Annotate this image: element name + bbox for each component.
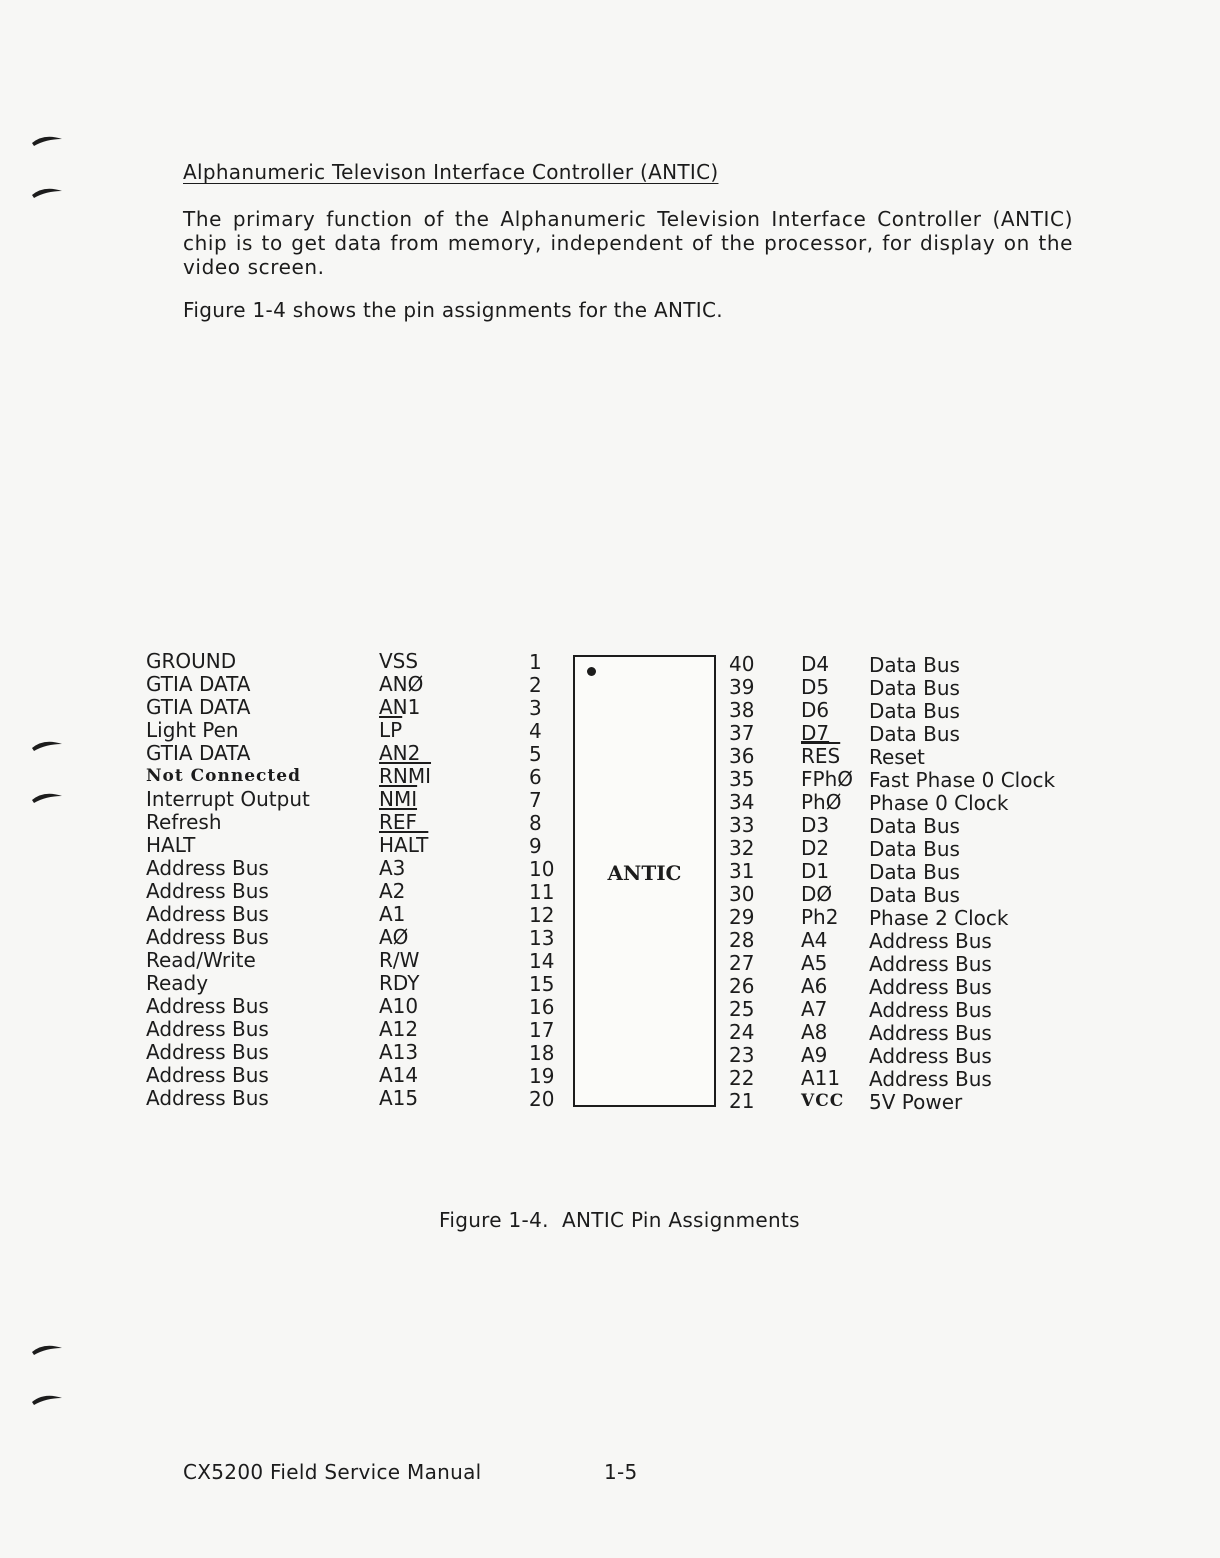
footer-manual-title: CX5200 Field Service Manual — [183, 1460, 482, 1484]
left-pin-number: 20 — [529, 1087, 555, 1111]
left-pin-function: Refresh — [146, 810, 222, 834]
left-pin-signal: A12 — [379, 1017, 419, 1041]
right-pin-number: 37 — [729, 721, 755, 745]
left-pin-function: Address Bus — [146, 879, 269, 903]
left-pin-number: 7 — [529, 788, 542, 812]
left-pin-function: GTIA DATA — [146, 672, 251, 696]
right-pin-signal: VCC — [801, 1091, 845, 1111]
left-pin-signal: A3 — [379, 856, 406, 880]
left-pin-signal: HALT — [379, 833, 429, 857]
left-pin-signal: RDY — [379, 971, 420, 995]
left-pin-function: Light Pen — [146, 718, 239, 742]
right-pin-number: 39 — [729, 675, 755, 699]
binder-hole-mark — [30, 790, 66, 804]
right-pin-signal: A4 — [801, 928, 828, 952]
left-pin-signal: $\overline{REF}$ — [379, 810, 418, 834]
left-signal-column — [379, 650, 431, 1110]
right-pin-function: Data Bus — [869, 676, 960, 700]
chip-label: ANTIC — [607, 861, 682, 885]
right-pin-signal: A7 — [801, 997, 828, 1021]
right-pin-function: Fast Phase 0 Clock — [869, 768, 1056, 792]
left-pin-signal: A2 — [379, 879, 406, 903]
right-pin-signal: D3 — [801, 813, 830, 837]
left-pin-function: Not Connected — [146, 766, 301, 786]
right-pin-function: Phase 0 Clock — [869, 791, 1009, 815]
figure-reference: Figure 1-4 shows the pin assignments for the ANTIC. — [183, 298, 723, 322]
right-pin-number: 32 — [729, 836, 755, 860]
right-pin-signal: A11 — [801, 1066, 841, 1090]
right-pin-number: 26 — [729, 974, 755, 998]
binder-hole-mark — [30, 738, 66, 752]
left-pin-number: 5 — [529, 742, 542, 766]
left-pin-signal: A14 — [379, 1063, 419, 1087]
left-pin-function: Ready — [146, 971, 209, 995]
right-pin-signal: FPhØ — [801, 767, 853, 791]
left-pin-signal: A13 — [379, 1040, 419, 1064]
right-pin-signal: D4 — [801, 652, 830, 676]
figure-caption: Figure 1-4. ANTIC Pin Assignments — [439, 1208, 800, 1232]
right-pin-number: 40 — [729, 652, 755, 676]
right-pin-signal: $\overline{RES}$ — [801, 744, 841, 768]
right-signal-column — [801, 653, 853, 1113]
left-pin-signal: ANØ — [379, 672, 424, 696]
left-pin-signal: A15 — [379, 1086, 419, 1110]
left-pin-function: Address Bus — [146, 1017, 269, 1041]
right-pin-signal: A9 — [801, 1043, 828, 1067]
right-pin-number: 33 — [729, 813, 755, 837]
left-pin-function: Address Bus — [146, 856, 269, 880]
right-pin-number: 21 — [729, 1089, 755, 1113]
left-pin-signal: VSS — [379, 649, 419, 673]
left-pin-signal: RNMI — [379, 764, 432, 788]
right-pin-signal: DØ — [801, 882, 833, 906]
right-pin-number: 23 — [729, 1043, 755, 1067]
right-pin-function: Reset — [869, 745, 925, 769]
left-pin-function: Address Bus — [146, 1063, 269, 1087]
left-pin-number: 8 — [529, 811, 542, 835]
right-pin-number: 27 — [729, 951, 755, 975]
right-pin-signal: A5 — [801, 951, 828, 975]
left-pin-number: 16 — [529, 995, 555, 1019]
right-pin-function: 5V Power — [869, 1090, 963, 1114]
left-pin-number: 1 — [529, 650, 542, 674]
left-pin-function: GROUND — [146, 649, 237, 673]
left-pin-number: 14 — [529, 949, 555, 973]
binder-hole-mark — [30, 1342, 66, 1356]
left-pin-number: 2 — [529, 673, 542, 697]
right-pin-signal: Ph2 — [801, 905, 839, 929]
left-pin-signal: AN1 — [379, 695, 421, 719]
left-pin-function: Address Bus — [146, 1086, 269, 1110]
left-pin-signal: $\overline{LP}$ — [379, 718, 403, 742]
left-pin-number: 4 — [529, 719, 542, 743]
right-pin-function: Address Bus — [869, 929, 992, 953]
left-pin-number-column — [529, 651, 559, 1111]
left-pin-function: Address Bus — [146, 994, 269, 1018]
pin1-dot-marker — [587, 667, 596, 676]
intro-paragraph: The primary function of the Alphanumeric Television Interface Controller (ANTIC) chip is to get data from memory, independent of the processor, for display on the video screen. — [183, 207, 1073, 279]
right-pin-function: Address Bus — [869, 975, 992, 999]
footer-page-number: 1-5 — [604, 1460, 638, 1484]
left-pin-number: 11 — [529, 880, 555, 904]
left-pin-number: 9 — [529, 834, 542, 858]
right-pin-function: Data Bus — [869, 722, 960, 746]
left-pin-number: 15 — [529, 972, 555, 996]
section-heading: Alphanumeric Televison Interface Controller (ANTIC) — [183, 160, 719, 184]
left-pin-number: 12 — [529, 903, 555, 927]
right-pin-signal: D6 — [801, 698, 830, 722]
left-pin-number: 18 — [529, 1041, 555, 1065]
right-pin-function: Phase 2 Clock — [869, 906, 1009, 930]
left-pin-signal: A1 — [379, 902, 406, 926]
right-pin-number: 25 — [729, 997, 755, 1021]
right-pin-signal: D2 — [801, 836, 830, 860]
left-pin-signal: AØ — [379, 925, 409, 949]
binder-hole-mark — [30, 1392, 66, 1406]
left-pin-function: GTIA DATA — [146, 741, 251, 765]
right-pin-number: 24 — [729, 1020, 755, 1044]
right-pin-number: 29 — [729, 905, 755, 929]
left-pin-signal: AN2 — [379, 741, 421, 765]
left-pin-number: 13 — [529, 926, 555, 950]
right-pin-function: Address Bus — [869, 1067, 992, 1091]
left-pin-number: 19 — [529, 1064, 555, 1088]
left-pin-number: 17 — [529, 1018, 555, 1042]
right-pin-number: 30 — [729, 882, 755, 906]
right-pin-signal: D5 — [801, 675, 830, 699]
right-pin-function: Data Bus — [869, 699, 960, 723]
right-pin-function: Address Bus — [869, 1021, 992, 1045]
right-pin-number: 34 — [729, 790, 755, 814]
left-pin-signal: R/W — [379, 948, 420, 972]
right-pin-function: Data Bus — [869, 814, 960, 838]
left-pin-function: Interrupt Output — [146, 787, 310, 811]
left-pin-function: Read/Write — [146, 948, 256, 972]
right-pin-number: 36 — [729, 744, 755, 768]
right-pin-function: Data Bus — [869, 653, 960, 677]
right-pin-signal: D7 — [801, 721, 830, 745]
left-pin-number: 3 — [529, 696, 542, 720]
right-pin-signal: PhØ — [801, 790, 842, 814]
left-pin-number: 10 — [529, 857, 555, 881]
right-pin-function: Address Bus — [869, 1044, 992, 1068]
right-pin-signal: A8 — [801, 1020, 828, 1044]
right-pin-function: Data Bus — [869, 860, 960, 884]
left-pin-signal: A10 — [379, 994, 419, 1018]
right-pin-function: Address Bus — [869, 998, 992, 1022]
right-pin-function: Data Bus — [869, 837, 960, 861]
right-pin-signal: A6 — [801, 974, 828, 998]
right-pin-number: 31 — [729, 859, 755, 883]
binder-hole-mark — [30, 185, 66, 199]
right-pin-number: 38 — [729, 698, 755, 722]
left-pin-signal: $\overline{NMI}$ — [379, 787, 418, 811]
left-pin-function: Address Bus — [146, 1040, 269, 1064]
left-pin-function: Address Bus — [146, 925, 269, 949]
right-function-column — [869, 654, 1055, 1114]
right-pin-number: 28 — [729, 928, 755, 952]
right-pin-number: 22 — [729, 1066, 755, 1090]
right-pin-number: 35 — [729, 767, 755, 791]
right-pin-function: Address Bus — [869, 952, 992, 976]
left-pin-function: HALT — [146, 833, 196, 857]
left-pin-number: 6 — [529, 765, 542, 789]
binder-hole-mark — [30, 133, 66, 147]
antic-chip — [573, 655, 716, 1107]
right-pin-function: Data Bus — [869, 883, 960, 907]
left-function-column — [146, 650, 310, 1110]
left-pin-function: Address Bus — [146, 902, 269, 926]
right-pin-signal: D1 — [801, 859, 830, 883]
left-pin-function: GTIA DATA — [146, 695, 251, 719]
right-pin-number-column — [729, 653, 754, 1113]
